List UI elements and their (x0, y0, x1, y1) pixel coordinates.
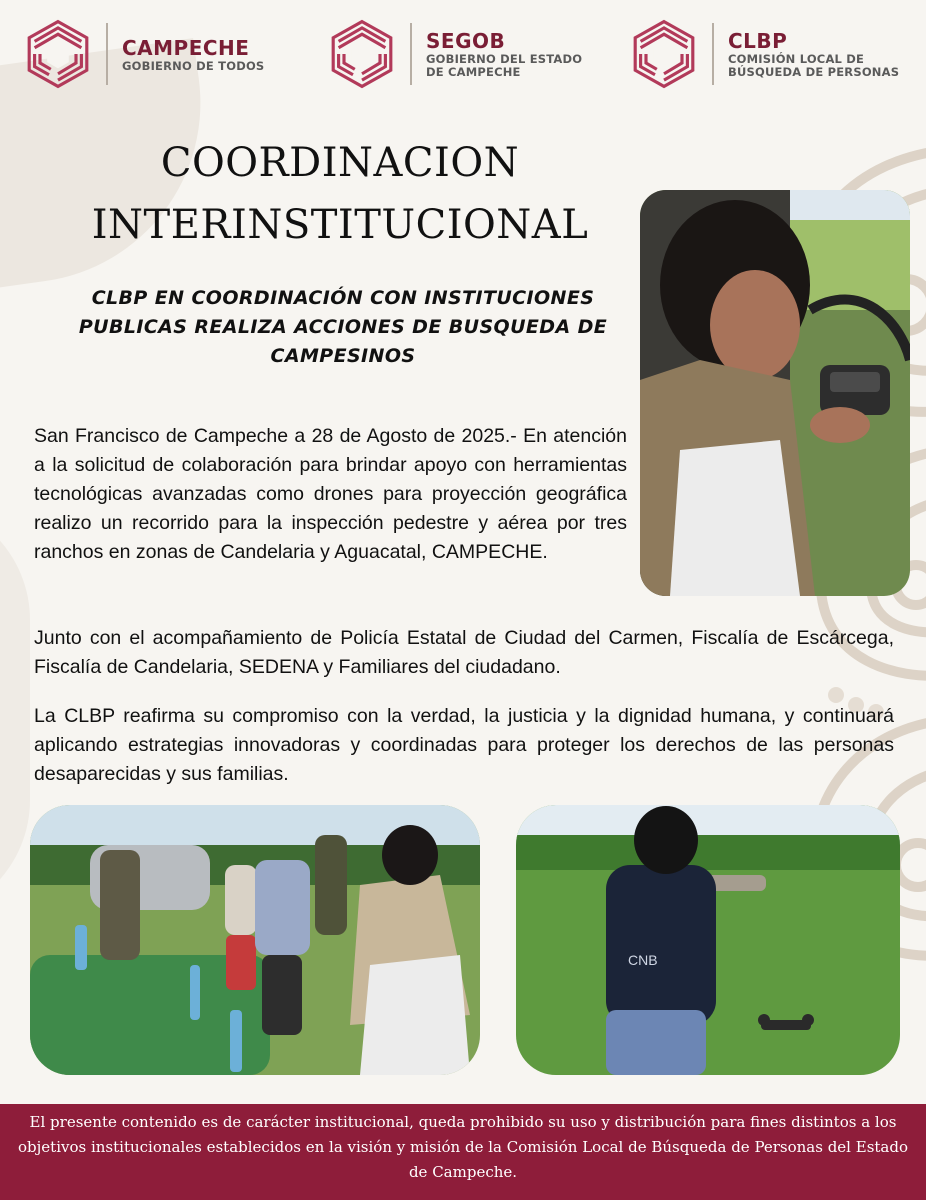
background-shape-left (0, 500, 30, 920)
logo-subtitle-line: BÚSQUEDA DE PERSONAS (728, 65, 900, 79)
header (0, 0, 926, 100)
logo-title: CLBP (728, 29, 788, 53)
photo-cnb-drone (516, 805, 900, 1075)
hexagon-stripe-logo-icon (326, 18, 398, 90)
hexagon-stripe-logo-icon (22, 18, 94, 90)
photo-drone-operator (640, 190, 910, 596)
logo-campeche (22, 14, 264, 94)
headline-line: PUBLICAS REALIZA ACCIONES DE BUSQUEDA DE (78, 316, 608, 338)
logo-divider (410, 23, 412, 85)
body-paragraph-1: San Francisco de Campeche a 28 de Agosto de 2025.- En atención a la solicitud de colaboración para brindar apoyo con herramientas tecnológicas avanzadas como drones para proyección geográfica realizo un recorrido para la inspección pedestre y aérea por tres ranchos en zonas de Candelaria y Aguacatal, CAMPECHE. (34, 424, 627, 563)
jacket-label: CNB (628, 952, 658, 968)
logo-subtitle-line: DE CAMPECHE (426, 65, 521, 79)
photo-field-team (30, 805, 480, 1075)
headline (48, 284, 638, 371)
page-title-line: INTERINSTITUCIONAL (91, 202, 589, 248)
logo-segob (326, 14, 582, 94)
page-title (80, 132, 600, 256)
logo-divider (712, 23, 714, 85)
logo-title: SEGOB (426, 29, 506, 53)
body-paragraph-2: Junto con el acompañamiento de Policía Estatal de Ciudad del Carmen, Fiscalía de Escárcega, Fiscalía de Candelaria, SEDENA y Familiares del ciudadano. (34, 626, 894, 678)
footer-disclaimer (0, 1104, 926, 1200)
logo-title: CAMPECHE (122, 35, 250, 60)
body-paragraph-3: La CLBP reafirma su compromiso con la verdad, la justicia y la dignidad humana, y continuará aplicando estrategias innovadoras y coordinadas para proteger los derechos de las personas desaparecidas y sus familias. (34, 704, 894, 785)
hexagon-stripe-logo-icon (628, 18, 700, 90)
headline-line: CLBP EN COORDINACIÓN CON INSTITUCIONES (91, 287, 595, 309)
logo-subtitle-line: GOBIERNO DEL ESTADO (426, 52, 583, 66)
headline-line: CAMPESINOS (270, 345, 416, 367)
logo-subtitle-line: COMISIÓN LOCAL DE (728, 52, 865, 66)
page-title-line: COORDINACION (160, 140, 520, 186)
logo-subtitle: GOBIERNO DE TODOS (122, 58, 265, 73)
logo-divider (106, 23, 108, 85)
logo-clbp (628, 14, 899, 94)
footer-text: El presente contenido es de carácter institucional, queda prohibido su uso y distribución para fines distintos a los objetivos institucionales establecidos en la visión y misión de la Comisión Local de Búsqueda de Personas del Estado de Campeche. (18, 1113, 909, 1181)
